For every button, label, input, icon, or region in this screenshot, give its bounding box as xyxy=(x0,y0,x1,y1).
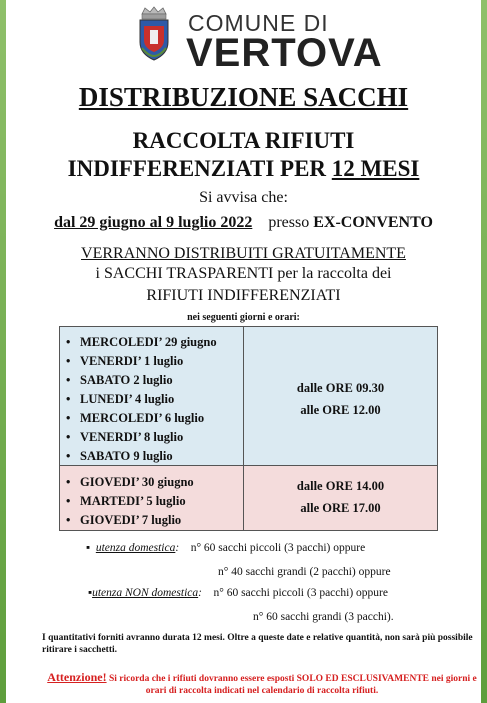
duration-note: I quantitativi forniti avranno durata 12 mesi. Oltre a queste date e relative quantità, non sarà più possibile ritirare i sacchetti. xyxy=(42,633,473,655)
distribution-location: EX-CONVENTO xyxy=(313,214,433,231)
distribution-line-1: VERRANNO DISTRIBUITI GRATUITAMENTE xyxy=(81,245,406,262)
schedule-day: • GIOVEDI’ 7 luglio xyxy=(66,511,194,530)
domestic-label: utenza domestica xyxy=(95,542,176,554)
warning-text: Si ricorda che i rifiuti dovranno essere esposti SOLO ED ESCLUSIVAMENTE nei giorni e orari di raccolta indicati nel calendario di raccolta rifiuti. xyxy=(106,674,477,696)
afternoon-hours-to: alle ORE 17.00 xyxy=(300,501,381,515)
notice-text: Si avvisa che: xyxy=(199,189,288,206)
morning-days-list xyxy=(66,333,217,466)
municipality-logo xyxy=(6,4,481,76)
bullet-icon: ▪ xyxy=(86,542,96,554)
flyer-page xyxy=(6,0,481,703)
domestic-option-2: n° 40 sacchi grandi (2 pacchi) oppure xyxy=(218,566,391,578)
right-green-border xyxy=(481,0,487,703)
morning-days-cell xyxy=(60,327,244,466)
morning-hours-to: alle ORE 12.00 xyxy=(300,403,381,417)
non-domestic-label: utenza NON domestica xyxy=(92,587,199,599)
morning-hours-cell xyxy=(244,327,437,466)
coat-of-arms-icon xyxy=(136,6,172,62)
subtitle-line-2 xyxy=(6,156,481,182)
logo-vertova: VERTOVA xyxy=(186,31,383,75)
schedule-day: • GIOVEDI’ 30 giugno xyxy=(66,473,194,492)
afternoon-days-list xyxy=(66,473,194,530)
schedule-day: • MERCOLEDI’ 6 luglio xyxy=(66,409,217,428)
domestic-option-1: n° 60 sacchi piccoli (3 pacchi) oppure xyxy=(190,542,366,554)
afternoon-days-cell xyxy=(60,466,244,530)
non-domestic-allocation-line-1: ▪utenza NON domestica: n° 60 sacchi piccoli (3 pacchi) oppure xyxy=(88,587,388,599)
distribution-line-2: i SACCHI TRASPARENTI per la raccolta dei xyxy=(95,265,392,282)
logo-comune-di: COMUNE DI xyxy=(188,10,329,36)
non-domestic-option-2: n° 60 sacchi grandi (3 pacchi). xyxy=(253,611,394,623)
afternoon-hours-cell xyxy=(244,466,437,530)
schedule-day: • MERCOLEDI’ 29 giugno xyxy=(66,333,217,352)
afternoon-hours-from: dalle ORE 14.00 xyxy=(296,479,385,493)
schedule-day: • LUNEDI’ 4 luglio xyxy=(66,390,217,409)
subtitle-duration: 12 MESI xyxy=(331,156,420,181)
distribution-dates: dal 29 giugno al 9 luglio 2022 xyxy=(54,214,253,231)
distribution-line-3: RIFIUTI INDIFFERENZIATI xyxy=(146,287,341,304)
warning-label: Attenzione! xyxy=(47,670,107,684)
schedule-day: • VENERDI’ 8 luglio xyxy=(66,428,217,447)
domestic-allocation-line-1: ▪ utenza domestica: n° 60 sacchi piccoli (3 pacchi) oppure xyxy=(86,542,366,554)
location-prefix: presso xyxy=(268,214,310,231)
schedule-day: • SABATO 9 luglio xyxy=(66,447,217,466)
morning-hours-from: dalle ORE 09.30 xyxy=(296,381,385,395)
schedule-day: • MARTEDI’ 5 luglio xyxy=(66,492,194,511)
subtitle-line-2-prefix: INDIFFERENZIATI PER xyxy=(67,156,332,181)
schedule-table xyxy=(59,326,438,531)
schedule-day: • VENERDI’ 1 luglio xyxy=(66,352,217,371)
bullet-icon: ▪ xyxy=(88,587,93,599)
subtitle-line-1: RACCOLTA RIFIUTI xyxy=(132,128,355,153)
dates-location-line xyxy=(6,214,481,232)
schedule-intro: nei seguenti giorni e orari: xyxy=(187,312,300,323)
schedule-day: • SABATO 2 luglio xyxy=(66,371,217,390)
page-title: DISTRIBUZIONE SACCHI xyxy=(78,82,409,112)
warning-notice xyxy=(42,671,482,697)
non-domestic-option-1: n° 60 sacchi piccoli (3 pacchi) oppure xyxy=(213,587,388,599)
